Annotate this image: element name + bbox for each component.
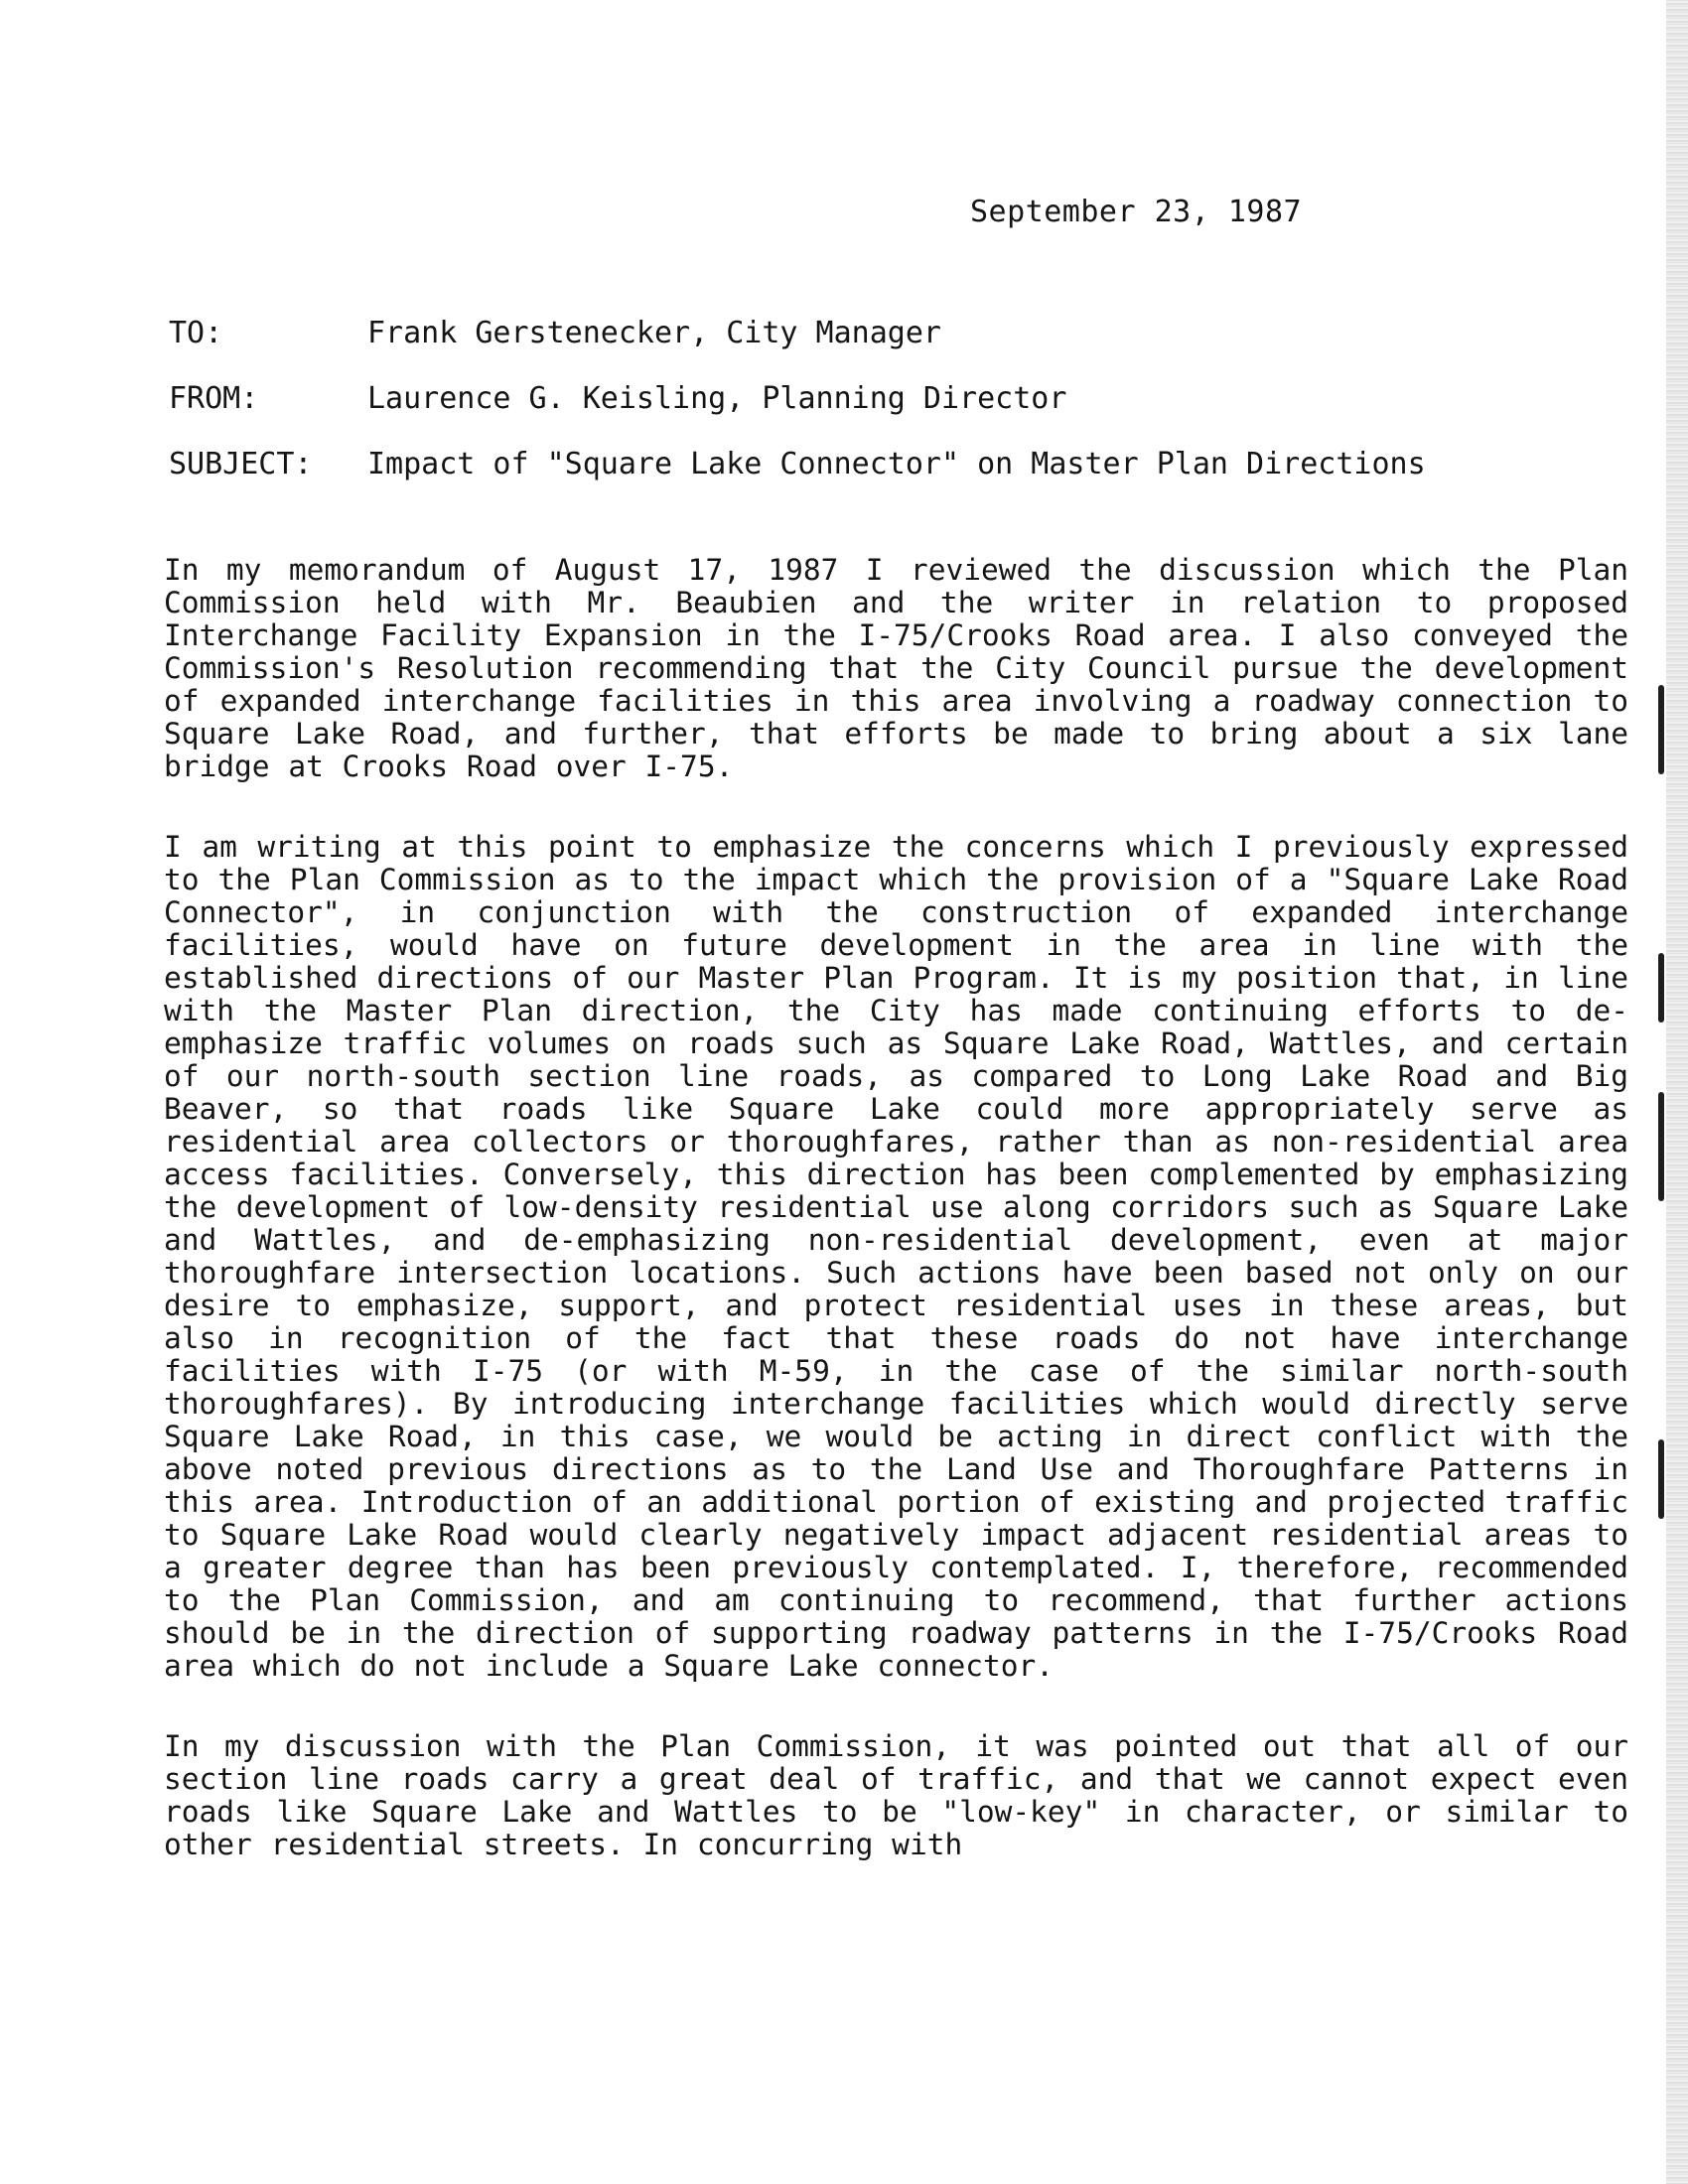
body-paragraph: In my discussion with the Plan Commission, it was pointed out that all of our section line roads carry a great deal of traffic, and that we cannot expect even roads like Square Lake and Wattles to be "low-key" in character, or similar to other residential streets. In concurring with — [164, 1729, 1628, 1861]
subject-row — [169, 447, 1579, 512]
scan-mark — [1658, 1092, 1664, 1201]
subject-label: SUBJECT: — [169, 447, 313, 481]
body-paragraph: In my memorandum of August 17, 1987 I reviewed the discussion which the Plan Commission held with Mr. Beaubien and the writer in relation to proposed Interchange Facility Expansion in the I-75/Crooks Road area. I also conveyed the Commission's Resolution recommending that the City Council pursue the development of expanded interchange facilities in this area involving a roadway connection to Square Lake Road, and further, that efforts be made to bring about a six lane bridge at Crooks Road over I-75. — [164, 553, 1628, 783]
memo-date: September 23, 1987 — [970, 195, 1303, 229]
body-paragraph: I am writing at this point to emphasize the concerns which I previously expressed to the Plan Commission as to the impact which the provision of a "Square Lake Road Connector", in conjunction with the construction of expanded interchange facilities, would have on future development in the area in line with the established directions of our Master Plan Program. It is my position that, in line with the Master Plan direction, the City has made continuing efforts to de-emphasize traffic volumes on roads such as Square Lake Road, Wattles, and certain of our north-south section line roads, as compared to Long Lake Road and Big Beaver, so that roads like Square Lake could more appropriately serve as residential area collectors or thoroughfares, rather than as non-residential area access facilities. Conversely, this direction has been complemented by emphasizing the development of low-density residential use along corridors such as Square Lake and Wattles, and de-emphasizing non-residential development, even at major thoroughfare intersection locations. Such actions have been based not only on our desire to emphasize, support, and protect residential uses in these areas, but also in recognition of the fact that these roads do not have interchange facilities with I-75 (or with M-59, in the case of the similar north-south thoroughfares). By introducing interchange facilities which would directly serve Square Lake Road, in this case, we would be acting in direct conflict with the above noted previous directions as to the Land Use and Thoroughfare Patterns in this area. Introduction of an additional portion of existing and projected traffic to Square Lake Road would clearly negatively impact adjacent residential areas to a greater degree than has been previously contemplated. I, therefore, recommended to the Plan Commission, and am continuing to recommend, that further actions should be in the direction of supporting roadway patterns in the I-75/Crooks Road area which do not include a Square Lake connector. — [164, 830, 1628, 1683]
memo-header — [169, 316, 1579, 512]
from-row — [169, 381, 1579, 447]
scan-mark — [1658, 953, 1664, 1023]
from-value: Laurence G. Keisling, Planning Director — [367, 381, 1067, 416]
to-value: Frank Gerstenecker, City Manager — [367, 316, 941, 350]
to-label: TO: — [169, 316, 223, 350]
scan-mark — [1658, 685, 1664, 774]
from-label: FROM: — [169, 381, 259, 416]
memo-body — [164, 554, 1628, 1909]
scan-edge-artifact — [1666, 0, 1688, 2184]
scan-mark — [1658, 1439, 1664, 1519]
subject-value: Impact of "Square Lake Connector" on Master Plan Directions — [367, 447, 1426, 481]
to-row — [169, 316, 1579, 381]
